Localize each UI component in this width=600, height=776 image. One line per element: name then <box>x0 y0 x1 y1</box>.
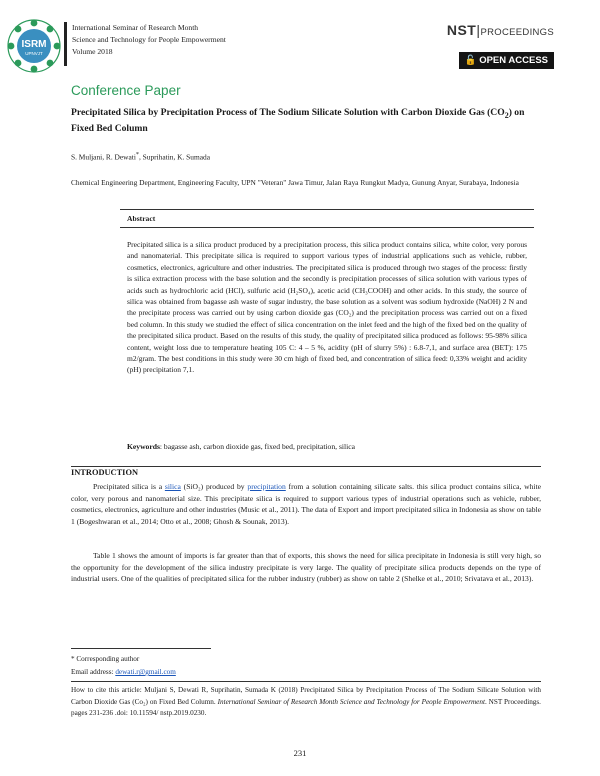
publisher-logo: NST|PROCEEDINGS <box>446 22 554 38</box>
keywords <box>127 442 355 451</box>
precipitation-link[interactable]: precipitation <box>247 482 286 491</box>
journal-line-3: Volume 2018 <box>72 47 113 56</box>
citation-rule <box>71 681 541 682</box>
corresponding-mark: * <box>135 152 139 158</box>
email-note <box>71 668 176 676</box>
p1-text-a: Precipitated silica is a <box>93 482 165 491</box>
title-subscript: 2 <box>504 110 509 120</box>
lock-icon: 🔓 <box>464 55 477 66</box>
email-link[interactable]: dewati.r@gmail.com <box>115 668 176 676</box>
open-access-label: OPEN ACCESS <box>479 55 548 66</box>
abstract-text: Precipitated silica is a silica product produced by a precipitation process, this silica product contains silica, white color, very porous and nanomaterial. This precipitate silica is required to support various types of industrial applications such as vehicle, rubber, cosmetics, electronics, agriculture and other industries. The precipitated silica is produced through two stages of the process: firstly is silica extraction process with the base solution and the secondly is precipitation processes of silica solution with various types of acids such as hydrochloric acid (HCl), sulfuric acid (H₂SO₄), acetic acid (CH₃COOH) and other acids. In this study, the source of silica was obtained from bagasse ash waste of sugar industry, the base solution as a solvent was sodium hydroxide (NaOH) 2 N and the precipitate process was carried out by using carbon dioxide gas (CO₂) and the precipitation process was carried out on a fixed bed column. In this study we studied the effect of silica concentration on the inlet feed and the high of the fixed bed on the quality of the precipitated silica product. Based on the results of this study, the quality of precipitated silica produced as follows: 95-98% silica content, weight loss due to temperature heating 105 C: 4 – 5 %, acidity (pH of slurry 5%) : 6.8-7,1, and surface area (BET): 175 m2/gram. The best conditions in this study were 30 cm high of fixed bed, and concentration of silica feed: 0,33% weight and acidity (pH) precipitation 7,1. <box>127 240 527 375</box>
affiliation: Chemical Engineering Department, Engineering Faculty, UPN "Veteran" Jawa Timur, Jalan Raya Rungkut Madya, Gunung Anyar, Surabaya, Indonesia <box>71 178 519 187</box>
authors <box>71 152 210 161</box>
journal-line-1: International Seminar of Research Month <box>72 23 199 32</box>
abstract-section <box>120 209 534 459</box>
p1-text-b: (SiO₂) produced by <box>180 482 248 491</box>
open-access-badge <box>459 52 554 69</box>
keywords-label: Keywords <box>127 442 160 451</box>
intro-paragraph-2: Table 1 shows the amount of imports is far greater than that of exports, this shows the need for silica precipitate in Indonesia is still very high, so the opportunity for the development of the silica industry precipitate is very large. The quality of precipitate silica products depends on the type of industrial users. One of the qualities of precipitated silica for the rubber industry (rubber) as show on table 2 (Shelke et al., 2010; Srivatava et al., 2013). <box>71 551 541 584</box>
page-number: 231 <box>293 748 307 758</box>
intro-rule <box>71 466 541 467</box>
corresponding-author-note: * Corresponding author <box>71 655 140 663</box>
silica-link[interactable]: silica <box>164 482 181 491</box>
abstract-heading-rule <box>120 227 534 228</box>
how-to-cite <box>71 685 541 720</box>
authors-rest: , Suprihatin, K. Sumada <box>138 152 210 162</box>
logo-text-top: ISRM <box>21 39 47 50</box>
page-header <box>6 18 594 74</box>
abstract-top-rule <box>120 209 534 210</box>
publisher-brand: NST <box>446 22 477 38</box>
authors-first: S. Muljani, R. Dewati <box>71 152 136 162</box>
isrm-logo <box>6 18 62 74</box>
header-divider <box>64 22 67 66</box>
footnote-rule <box>71 648 211 649</box>
title-part-1: Precipitated Silica by Precipitation Process of The Sodium Silicate Solution with Carbon Dioxide Gas (CO <box>71 107 505 118</box>
paper-title <box>71 106 541 135</box>
keywords-list: : bagasse ash, carbon dioxide gas, fixed bed, precipitation, silica <box>159 442 355 451</box>
intro-heading: INTRODUCTION <box>71 468 139 477</box>
title-part-2: ) on Fixed Bed Column <box>71 107 525 134</box>
p1-text-c: from a solution containing silicate salts. this silica product contains silica, white color, very porous and nanomaterial size. This precipitate silica is required to support various types of industrial operations such as vehicle, rubber, cosmetics, electronics, agriculture and other industries (Music et al., 2011). The data of Export and import precipitated silica in Indonesia as show on table 1 (Bogeshwaran et al., 2014; Otto et al., 2008; Ghosh & Sounak, 2013). <box>71 482 542 526</box>
intro-paragraph-1 <box>71 481 541 527</box>
journal-info <box>72 22 226 58</box>
journal-line-2: Science and Technology for People Empowerment <box>72 35 226 44</box>
paper-type: Conference Paper <box>71 83 181 98</box>
citation-text-a: How to cite this article: Muljani S, Dewati R, Suprihatin, Sumada K (2018) Precipitated Silica by Precipitation Process of The Sodium Silicate Solution with Carbon Dioxide Gas (Co₂) on Fixed Bed Column. <box>71 686 541 706</box>
citation-text-b: . NST Proceedings. pages 231-236 .doi: 10.11594/ nstp.2019.0230. <box>71 697 541 717</box>
email-label: Email address: <box>71 668 116 676</box>
publisher-suffix: PROCEEDINGS <box>480 27 554 38</box>
citation-journal: International Seminar of Research Month Science and Technology for People Empowerment <box>217 697 485 706</box>
logo-text-bottom: UPNVJT <box>25 51 43 56</box>
abstract-heading: Abstract <box>127 214 156 223</box>
